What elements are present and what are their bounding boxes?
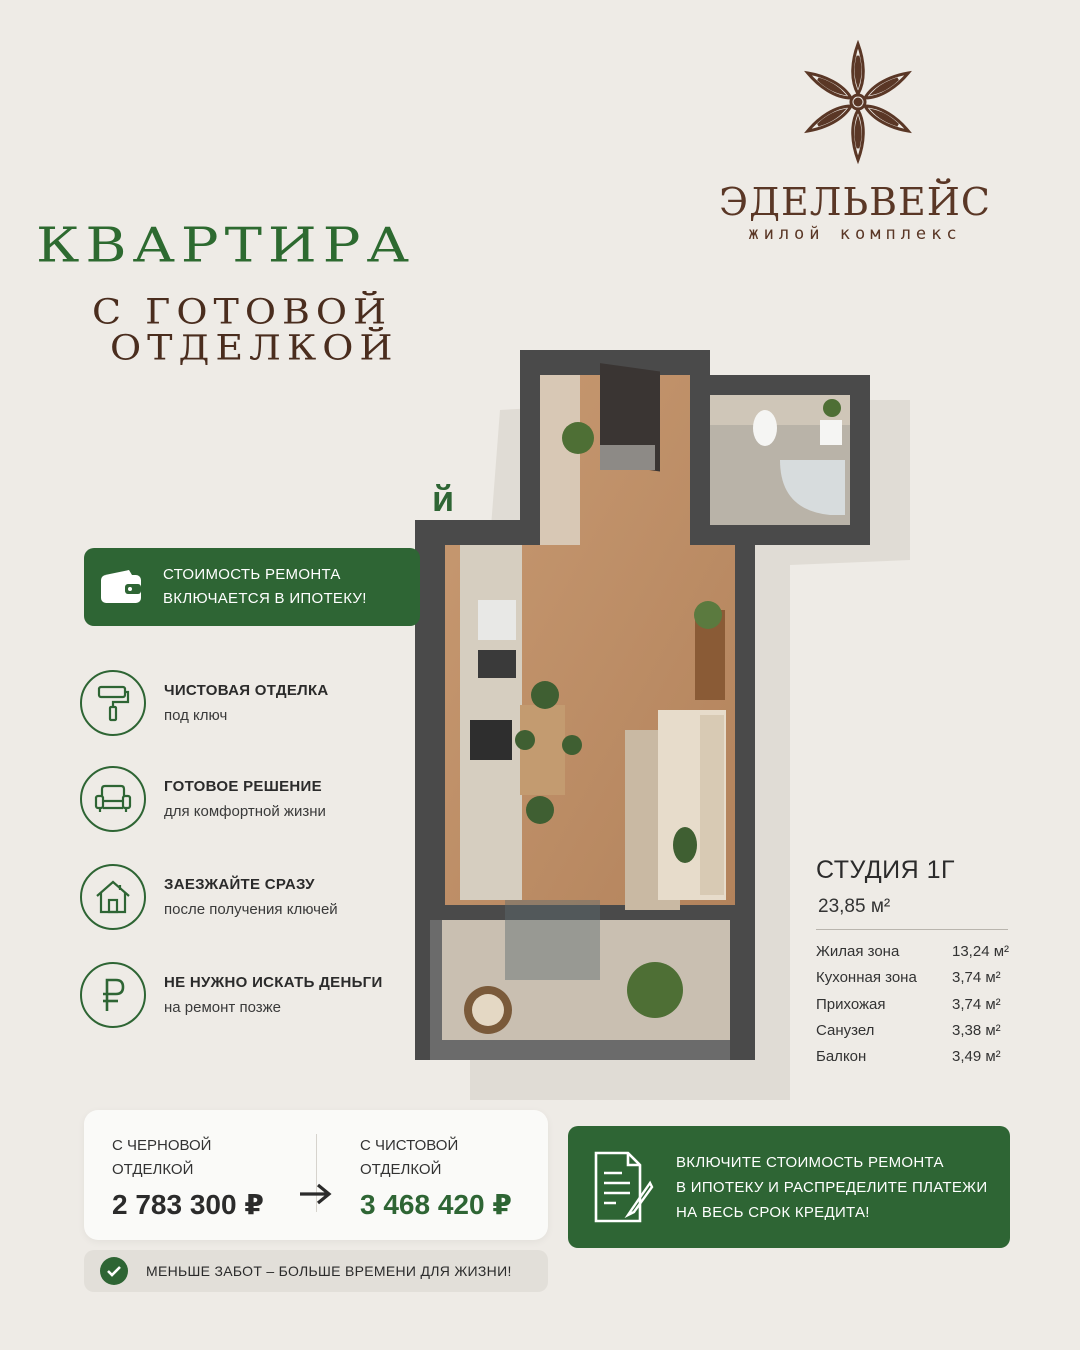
room-area: 13,24 м² (952, 943, 1010, 960)
full-finish-label: ОТДЕЛКОЙ (360, 1161, 442, 1178)
studio-title: СТУДИЯ 1Г (816, 856, 956, 884)
note-text: МЕНЬШЕ ЗАБОТ – БОЛЬШЕ ВРЕМЕНИ ДЛЯ ЖИЗНИ! (146, 1263, 512, 1279)
rough-finish-price: 2 783 300 ₽ (112, 1189, 264, 1220)
room-area: 3,38 м² (952, 1022, 1001, 1039)
price-card (84, 1110, 548, 1240)
room-area: 3,74 м² (952, 969, 1001, 986)
headline-main: КВАРТИРА (36, 218, 415, 274)
rough-finish-label: ОТДЕЛКОЙ (112, 1161, 194, 1178)
note-pill (84, 1250, 548, 1292)
full-finish-label: С ЧИСТОВОЙ (360, 1137, 459, 1154)
brand-name: ЭДЕЛЬВЕЙС (719, 180, 991, 224)
feature-subtitle: после получения ключей (164, 901, 338, 918)
wallet-icon (99, 569, 143, 605)
rough-finish-label: С ЧЕРНОВОЙ (112, 1137, 212, 1154)
divider (816, 929, 1008, 930)
document-pen-icon (592, 1149, 656, 1225)
armchair-icon (80, 766, 146, 832)
feature-title: ЧИСТОВАЯ ОТДЕЛКА (164, 682, 329, 699)
feature-subtitle: на ремонт позже (164, 999, 282, 1016)
room-name: Прихожая (816, 996, 886, 1013)
banner-line2: ВКЛЮЧАЕТСЯ В ИПОТЕКУ! (163, 590, 367, 607)
headline-sub-line1: С ГОТОВОЙ (92, 292, 393, 332)
headline-sub-line2: ОТДЕЛКОЙ (110, 328, 399, 368)
feature-item (80, 960, 400, 1030)
room-name: Балкон (816, 1048, 867, 1065)
room-area-row (816, 943, 1016, 960)
feature-subtitle: под ключ (164, 707, 228, 724)
stray-glyph: й (432, 478, 455, 519)
room-area-row (816, 969, 1016, 986)
info-line2: В ИПОТЕКУ И РАСПРЕДЕЛИТЕ ПЛАТЕЖИ (676, 1178, 988, 1196)
room-area-row (816, 1022, 1016, 1039)
mortgage-info-box (568, 1126, 1010, 1248)
room-area: 3,74 м² (952, 996, 1001, 1013)
banner-line1: СТОИМОСТЬ РЕМОНТА (163, 566, 341, 583)
paint-roller-icon (80, 670, 146, 736)
info-line1: ВКЛЮЧИТЕ СТОИМОСТЬ РЕМОНТА (676, 1153, 944, 1171)
full-finish-price: 3 468 420 ₽ (360, 1189, 512, 1220)
feature-subtitle: для комфортной жизни (164, 803, 326, 820)
room-name: Кухонная зона (816, 969, 917, 986)
room-area-row (816, 1048, 1016, 1065)
info-line3: НА ВЕСЬ СРОК КРЕДИТА! (676, 1203, 870, 1221)
feature-title: ГОТОВОЕ РЕШЕНИЕ (164, 778, 322, 795)
edelweiss-logo-icon (788, 40, 928, 170)
house-icon (80, 864, 146, 930)
mortgage-banner (84, 548, 420, 626)
studio-total-area: 23,85 м² (818, 896, 891, 917)
ruble-icon (80, 962, 146, 1028)
feature-title: ЗАЕЗЖАЙТЕ СРАЗУ (164, 876, 315, 893)
feature-item (80, 668, 400, 738)
feature-item (80, 764, 400, 834)
room-name: Жилая зона (816, 943, 900, 960)
feature-title: НЕ НУЖНО ИСКАТЬ ДЕНЬГИ (164, 974, 383, 991)
brand-subtitle: жилой комплекс (748, 224, 962, 244)
feature-item (80, 862, 400, 932)
arrow-right-icon (298, 1182, 334, 1206)
room-name: Санузел (816, 1022, 875, 1039)
room-area: 3,49 м² (952, 1048, 1001, 1065)
room-area-row (816, 996, 1016, 1013)
checkmark-icon (100, 1257, 128, 1285)
